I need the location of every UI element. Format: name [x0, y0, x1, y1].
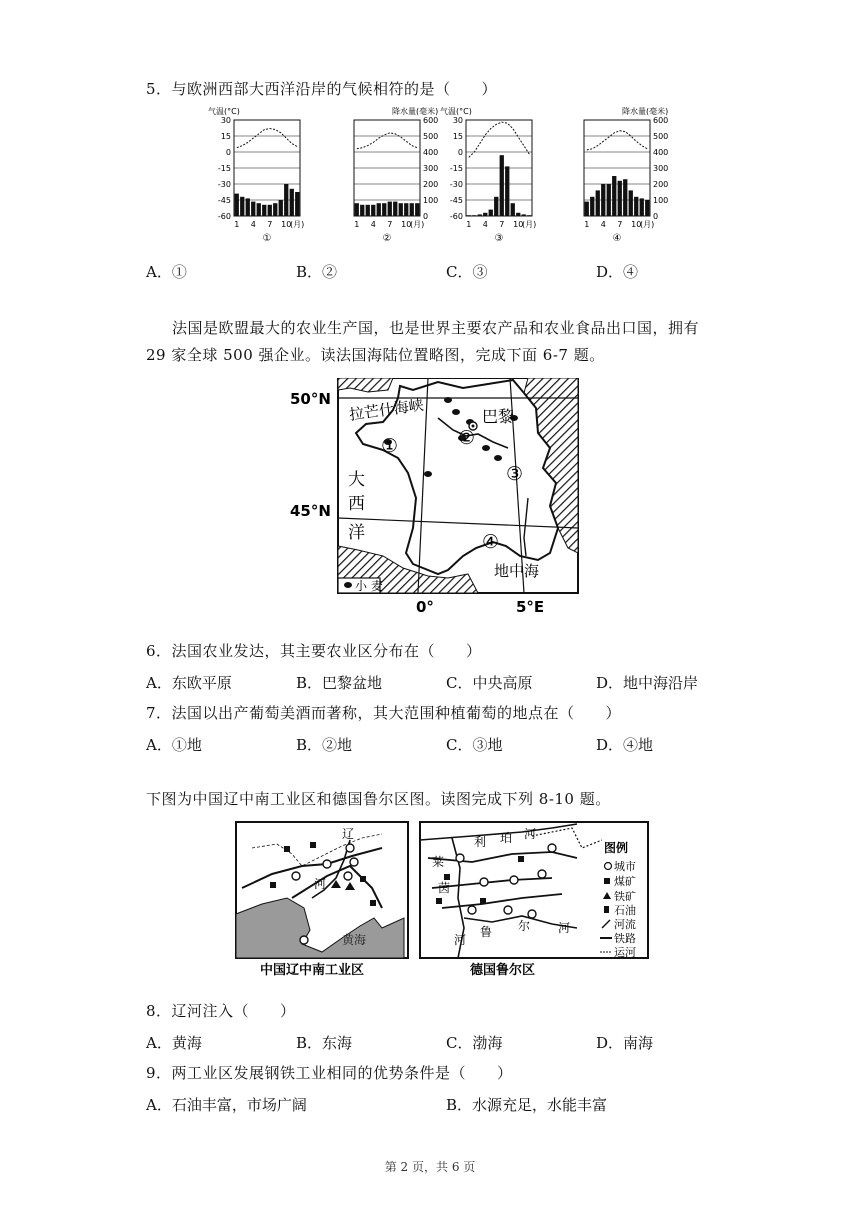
precip-bar — [527, 215, 531, 216]
temp-tick: -30 — [449, 180, 463, 189]
precip-bar — [607, 184, 611, 216]
precip-bar — [483, 213, 487, 216]
month-tick: 10 — [513, 220, 524, 229]
lon-5e-label: 5°E — [516, 598, 545, 616]
precip-bar — [494, 197, 498, 216]
med-label: 地中海 — [494, 562, 540, 580]
q5-option-a[interactable]: A．① — [146, 263, 187, 281]
precip-bar — [478, 214, 482, 216]
month-tick: 1 — [584, 220, 590, 229]
rhine-1: 莱 — [432, 855, 445, 869]
legend-wheat: 小 麦 — [355, 579, 383, 593]
q6-stem: 6．法国农业发达，其主要农业区分布在（ ） — [146, 642, 482, 660]
industrial-maps — [232, 818, 652, 984]
rhine-2: 茵 — [438, 881, 451, 895]
temp-line — [357, 133, 418, 149]
q6-option-a[interactable]: A．东欧平原 — [146, 674, 232, 692]
france-map-svg — [288, 378, 588, 618]
q9-option-b[interactable]: B．水源充足，水能丰富 — [446, 1096, 608, 1114]
precip-bar — [290, 189, 294, 216]
temp-tick: -60 — [449, 212, 463, 221]
point-2: ② — [458, 427, 476, 449]
chart-id: ③ — [494, 233, 504, 244]
point-3: ③ — [506, 463, 524, 485]
precip-tick: 200 — [423, 180, 439, 189]
month-unit: (月) — [522, 220, 537, 229]
legend-coal: 煤矿 — [614, 875, 636, 888]
q5-option-d[interactable]: D．④ — [596, 263, 639, 281]
precip-bar — [355, 203, 359, 216]
q5-stem: 5．与欧洲西部大西洋沿岸的气候相符的是（ ） — [146, 80, 498, 98]
precip-tick: 500 — [423, 132, 439, 141]
q7-stem: 7．法国以出产葡萄美酒而著称，其大范围种植葡萄的地点在（ ） — [146, 704, 622, 722]
precip-bar — [415, 203, 419, 216]
precip-bar — [500, 155, 504, 216]
q6-option-b[interactable]: B．巴黎盆地 — [296, 674, 383, 692]
precip-tick: 100 — [423, 196, 439, 205]
temp-tick: 30 — [220, 116, 231, 125]
right-map-title: 德国鲁尔区 — [470, 963, 536, 978]
precip-bar — [618, 181, 622, 216]
legend-city: 城市 — [614, 860, 636, 873]
q7-option-d[interactable]: D．④地 — [596, 736, 654, 754]
precip-tick: 300 — [423, 164, 439, 173]
lippe-1: 利 — [474, 835, 487, 849]
month-tick: 10 — [631, 220, 642, 229]
temp-tick: -45 — [217, 196, 231, 205]
month-tick: 4 — [370, 220, 376, 229]
temp-line — [587, 131, 648, 150]
france-map — [288, 378, 588, 622]
climate-charts — [208, 106, 668, 260]
point-4: ④ — [482, 531, 500, 553]
precip-bar — [612, 176, 616, 216]
page-footer: 第 2 页，共 6 页 — [384, 1160, 476, 1174]
precip-bar — [366, 205, 370, 216]
precip-bar — [295, 192, 299, 216]
rhine-3: 河 — [454, 933, 467, 947]
q7-option-b[interactable]: B．②地 — [296, 736, 353, 754]
q7-option-c[interactable]: C．③地 — [446, 736, 503, 754]
industrial-intro: 下图为中国辽中南工业区和德国鲁尔区图。读图完成下列 8-10 题。 — [146, 790, 611, 808]
precip-bar — [393, 202, 397, 216]
france-intro-line1: 法国是欧盟最大的农业生产国，也是世界主要农产品和农业食品出口国，拥有 — [172, 319, 700, 337]
lippe-2: 珀 — [500, 831, 513, 845]
temp-tick: -45 — [449, 196, 463, 205]
precip-bar — [467, 215, 471, 216]
atlantic-2: 西 — [348, 494, 365, 514]
ruhr-1: 鲁 — [480, 925, 493, 939]
precip-bar — [262, 205, 266, 216]
precip-tick: 300 — [653, 164, 668, 173]
precip-bar — [472, 215, 476, 216]
precip-bar — [240, 197, 244, 216]
precip-tick: 600 — [423, 116, 439, 125]
month-tick: 1 — [354, 220, 360, 229]
ruhr-3: 河 — [558, 921, 571, 935]
climate-charts-svg — [208, 106, 668, 256]
q9-stem: 9．两工业区发展钢铁工业相同的优势条件是（ ） — [146, 1064, 513, 1082]
temp-tick: 0 — [225, 148, 231, 157]
month-tick: 7 — [387, 220, 393, 229]
q8-option-d[interactable]: D．南海 — [596, 1034, 654, 1052]
precip-bar — [257, 203, 261, 216]
point-1: ① — [381, 435, 399, 457]
precip-tick: 0 — [653, 212, 659, 221]
temp-tick: -60 — [217, 212, 231, 221]
left-map-title: 中国辽中南工业区 — [260, 963, 365, 978]
precip-bar — [382, 203, 386, 216]
legend-iron: 铁矿 — [614, 890, 636, 903]
legend-oil: 石油 — [614, 904, 636, 917]
precip-bar — [629, 190, 633, 216]
precip-bar — [601, 184, 605, 216]
legend-title: 图例 — [604, 841, 629, 855]
paris-label: 巴黎 — [482, 407, 515, 426]
precip-bar — [388, 202, 392, 216]
france-intro-line2: 29 家全球 500 强企业。读法国海陆位置略图，完成下面 6-7 题。 — [146, 346, 605, 364]
precip-bar — [377, 203, 381, 216]
temp-tick: 30 — [452, 116, 463, 125]
precip-tick: 400 — [423, 148, 439, 157]
precip-tick: 400 — [653, 148, 668, 157]
lippe-3: 河 — [524, 827, 537, 841]
precip-tick: 500 — [653, 132, 668, 141]
q8-option-c[interactable]: C．渤海 — [446, 1034, 503, 1052]
precip-bar — [399, 203, 403, 216]
temp-tick: -30 — [217, 180, 231, 189]
month-tick: 7 — [267, 220, 273, 229]
precip-bar — [273, 203, 277, 216]
q5-option-c[interactable]: C．③ — [446, 263, 488, 281]
precip-axis-label: 降水量(毫米) — [622, 107, 668, 116]
precip-axis-label: 降水量(毫米) — [392, 107, 439, 116]
precip-bar — [268, 205, 272, 216]
precip-bar — [511, 203, 515, 216]
precip-bar — [251, 202, 255, 216]
chart-id: ① — [262, 233, 272, 244]
q6-option-c[interactable]: C．中央高原 — [446, 674, 533, 692]
precip-bar — [585, 202, 589, 216]
liao-1: 辽 — [342, 827, 355, 841]
month-tick: 4 — [482, 220, 488, 229]
precip-bar — [590, 197, 594, 216]
month-unit: (月) — [640, 220, 655, 229]
precip-bar — [505, 166, 509, 216]
atlantic-1: 大 — [348, 470, 365, 490]
month-unit: (月) — [290, 220, 305, 229]
atlantic-3: 洋 — [348, 523, 365, 543]
q8-stem: 8．辽河注入（ ） — [146, 1002, 296, 1020]
precip-bar — [235, 194, 239, 216]
legend-railway: 铁路 — [614, 932, 636, 945]
precip-bar — [623, 179, 627, 216]
precip-bar — [634, 197, 638, 216]
precip-bar — [640, 198, 644, 216]
q5-option-b[interactable]: B．② — [296, 263, 338, 281]
temp-tick: -15 — [449, 164, 463, 173]
precip-bar — [284, 184, 288, 216]
yellow-sea-label: 黄海 — [342, 933, 367, 947]
strait-label: 拉芒什海峡 — [348, 395, 425, 424]
temp-axis-label: 气温(°C) — [440, 107, 472, 116]
month-tick: 4 — [600, 220, 606, 229]
industrial-maps-svg — [232, 818, 652, 980]
precip-bar — [516, 213, 520, 216]
lon-0-label: 0° — [416, 598, 434, 616]
liao-2: 河 — [314, 877, 327, 891]
chart-id: ④ — [612, 233, 622, 244]
precip-tick: 100 — [653, 196, 668, 205]
month-tick: 7 — [617, 220, 623, 229]
q6-option-d[interactable]: D．地中海沿岸 — [596, 674, 699, 692]
precip-bar — [596, 190, 600, 216]
temp-tick: 15 — [452, 132, 463, 141]
temp-tick: -15 — [217, 164, 231, 173]
q9-option-a[interactable]: A．石油丰富，市场广阔 — [146, 1096, 307, 1114]
q7-option-a[interactable]: A．①地 — [146, 736, 202, 754]
precip-bar — [522, 214, 526, 216]
precip-bar — [371, 205, 375, 216]
chart-id: ② — [382, 233, 392, 244]
month-tick: 10 — [281, 220, 292, 229]
precip-bar — [489, 210, 493, 216]
precip-bar — [360, 205, 364, 216]
temp-axis-label: 气温(°C) — [208, 107, 240, 116]
precip-bar — [645, 200, 649, 216]
month-tick: 1 — [234, 220, 240, 229]
ruhr-2: 尔 — [518, 919, 531, 933]
precip-bar — [404, 203, 408, 216]
lat-45-label: 45°N — [290, 502, 331, 520]
month-tick: 10 — [401, 220, 412, 229]
month-tick: 7 — [499, 220, 505, 229]
month-tick: 1 — [466, 220, 472, 229]
precip-tick: 0 — [423, 212, 429, 221]
temp-tick: 0 — [457, 148, 463, 157]
precip-tick: 200 — [653, 180, 668, 189]
precip-bar — [246, 198, 250, 216]
q8-option-a[interactable]: A．黄海 — [146, 1034, 202, 1052]
month-unit: (月) — [410, 220, 425, 229]
temp-tick: 15 — [220, 132, 231, 141]
month-tick: 4 — [250, 220, 256, 229]
precip-bar — [410, 203, 414, 216]
precip-tick: 600 — [653, 116, 668, 125]
lat-50-label: 50°N — [290, 390, 331, 408]
temp-line — [237, 129, 297, 148]
precip-bar — [279, 200, 283, 216]
legend-river: 河流 — [614, 918, 636, 931]
q8-option-b[interactable]: B．东海 — [296, 1034, 353, 1052]
legend-canal: 运河 — [614, 946, 636, 959]
